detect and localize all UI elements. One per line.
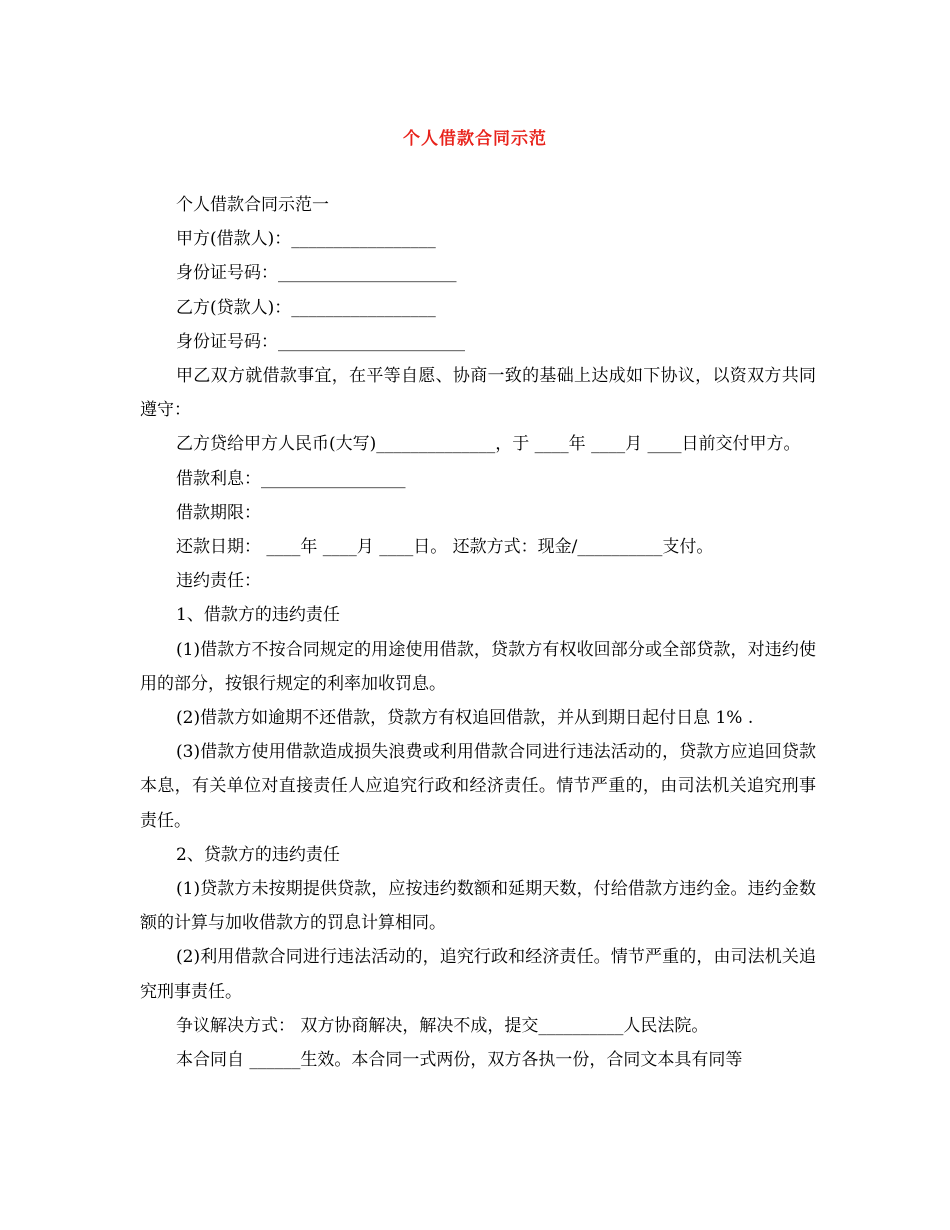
loan-amount-clause: 乙方贷给甲方人民币(大写)______________，于 ____年 ____月 ____日前交付甲方。: [176, 434, 801, 455]
lender-field: 乙方(贷款人)：_________________: [176, 297, 436, 318]
loan-term-field: 借款期限：: [176, 502, 261, 523]
borrower-id-field: 身份证号码：_____________________: [176, 263, 457, 284]
borrower-liability-2: (2)借款方如逾期不还借款，贷款方有权追回借款，并从到期日起付日息 1% .: [176, 708, 754, 729]
contract-heading: 个人借款合同示范一: [176, 195, 329, 215]
document-body: [140, 188, 816, 1077]
lender-liability-heading: 2、贷款方的违约责任: [176, 844, 340, 865]
borrower-field: 甲方(借款人)：_________________: [176, 229, 436, 250]
agreement-intro: 甲乙双方就借款事宜，在平等自愿、协商一致的基础上达成如下协议，以资双方共同遵守：: [140, 366, 816, 421]
lender-liability-2: (2)利用借款合同进行违法活动的，追究行政和经济责任。情节严重的，由司法机关追究刑事责任。: [140, 947, 816, 1002]
borrower-liability-heading: 1、借款方的违约责任: [176, 605, 340, 626]
interest-field: 借款利息：_________________: [176, 468, 406, 489]
repayment-clause: 还款日期： ____年 ____月 ____日。 还款方式：现金/__________支付。: [176, 537, 714, 558]
lender-id-field: 身份证号码：______________________: [176, 331, 465, 352]
borrower-liability-1: (1)借款方不按合同规定的用途使用借款，贷款方有权收回部分或全部贷款，对违约使用的部分，按银行规定的利率加收罚息。: [140, 639, 816, 694]
lender-liability-1: (1)贷款方未按期提供贷款，应按违约数额和延期天数，付给借款方违约金。违约金数额的计算与加收借款方的罚息计算相同。: [140, 879, 816, 934]
borrower-liability-3: (3)借款方使用借款造成损失浪费或利用借款合同进行违法活动的，贷款方应追回贷款本息，有关单位对直接责任人应追究行政和经济责任。情节严重的，由司法机关追究刑事责任。: [140, 742, 816, 831]
document-title: 个人借款合同示范: [403, 129, 547, 149]
dispute-resolution-clause: 争议解决方式： 双方协商解决，解决不成，提交__________人民法院。: [176, 1015, 709, 1036]
effective-clause: 本合同自 ______生效。本合同一式两份，双方各执一份，合同文本具有同等: [176, 1050, 743, 1071]
liability-heading: 违约责任：: [176, 571, 261, 592]
